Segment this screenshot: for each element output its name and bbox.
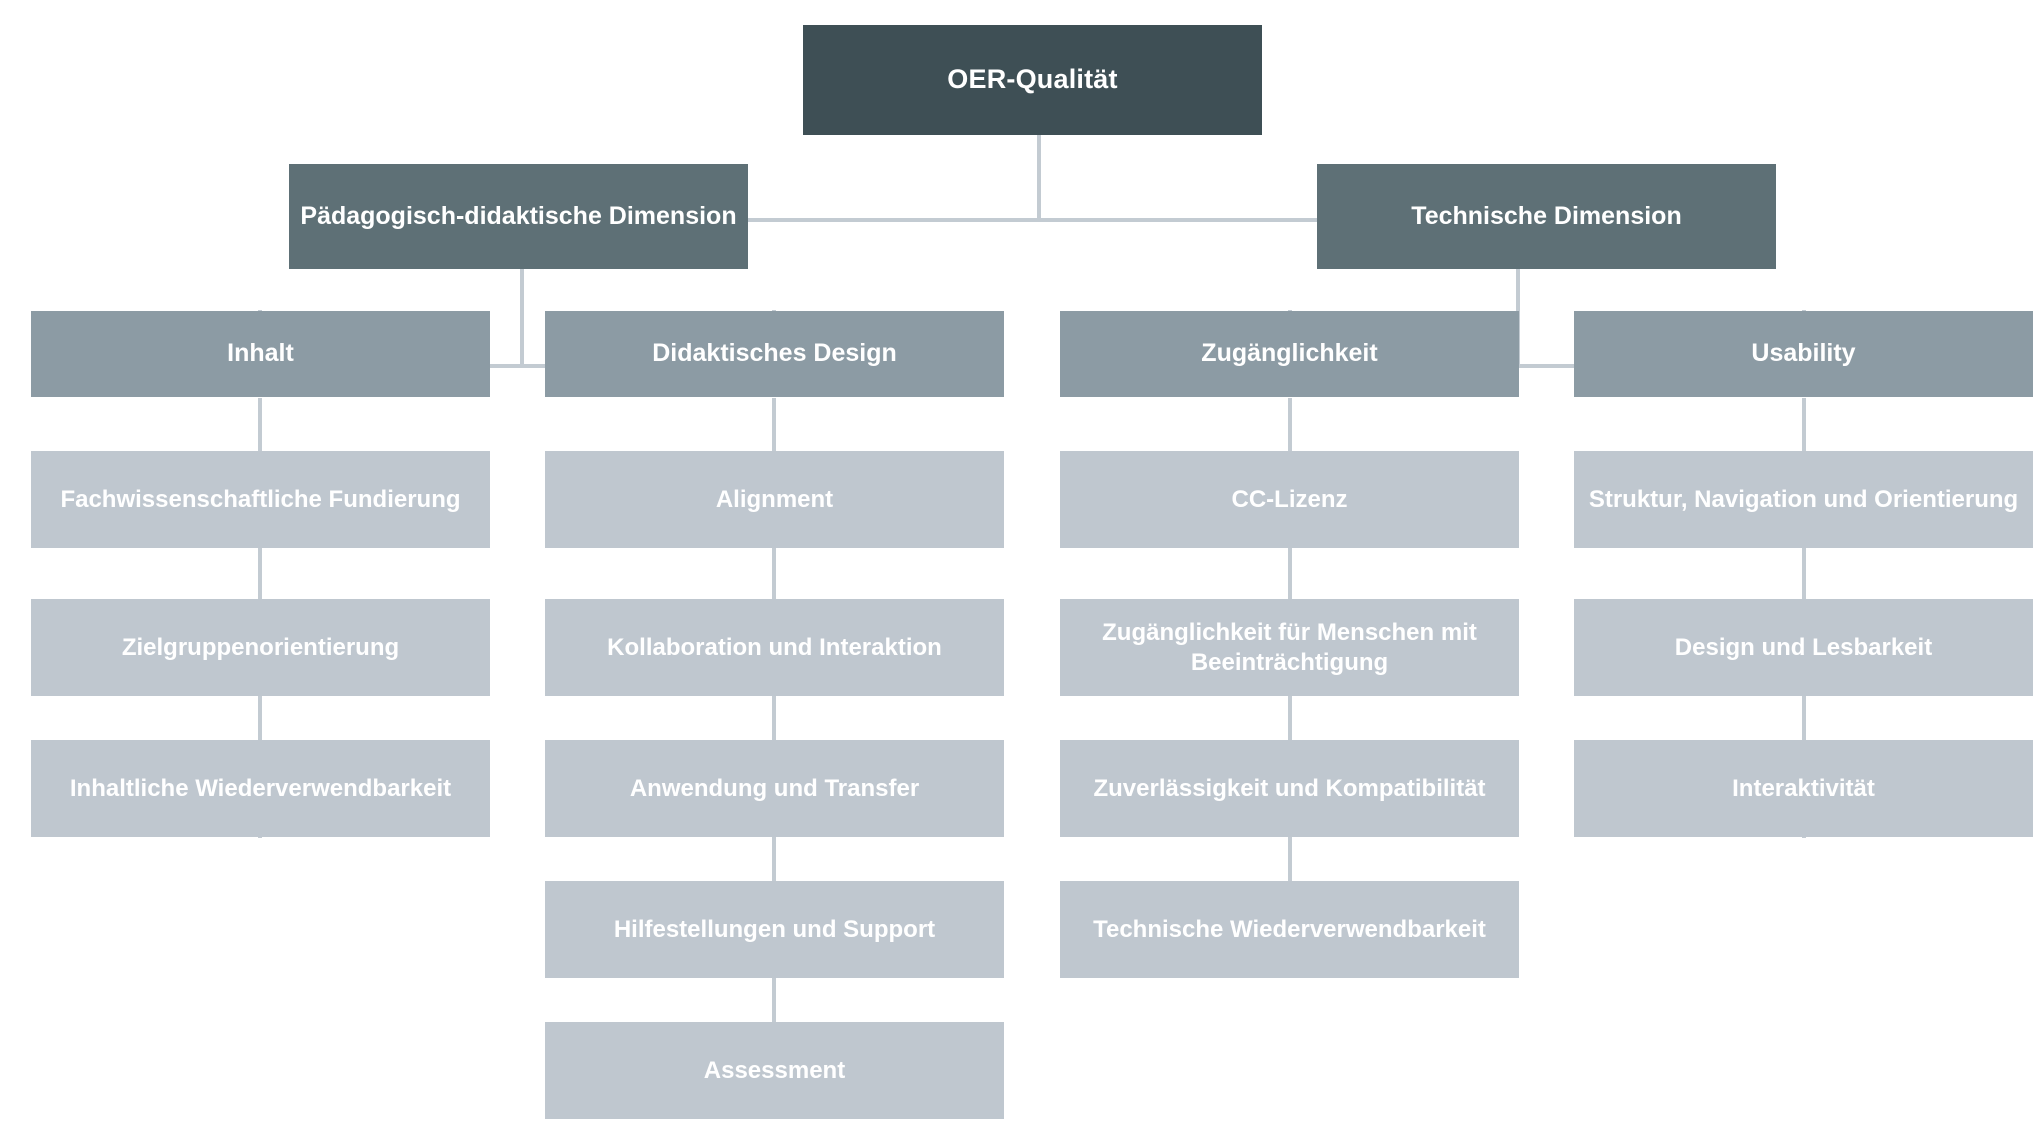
node-dimension-paedagogisch-didaktisch[interactable]: Pädagogisch-didaktische Dimension bbox=[289, 164, 748, 269]
node-item-fachwissenschaftliche-fundierung[interactable]: Fachwissenschaftliche Fundierung bbox=[31, 451, 490, 548]
node-item-cc-lizenz[interactable]: CC-Lizenz bbox=[1060, 451, 1519, 548]
node-item-hilfestellungen-und-support[interactable]: Hilfestellungen und Support bbox=[545, 881, 1004, 978]
node-category-inhalt[interactable]: Inhalt bbox=[31, 311, 490, 397]
node-root-oer-qualitaet[interactable]: OER-Qualität bbox=[803, 25, 1262, 135]
node-item-interaktivitaet[interactable]: Interaktivität bbox=[1574, 740, 2033, 837]
node-item-inhaltliche-wiederverwendbarkeit[interactable]: Inhaltliche Wiederverwendbarkeit bbox=[31, 740, 490, 837]
node-category-didaktisches-design[interactable]: Didaktisches Design bbox=[545, 311, 1004, 397]
node-item-design-und-lesbarkeit[interactable]: Design und Lesbarkeit bbox=[1574, 599, 2033, 696]
node-item-assessment[interactable]: Assessment bbox=[545, 1022, 1004, 1119]
node-item-struktur-navigation-orientierung[interactable]: Struktur, Navigation und Orientierung bbox=[1574, 451, 2033, 548]
node-item-zuverlaessigkeit-und-kompatibilitaet[interactable]: Zuverlässigkeit und Kompatibilität bbox=[1060, 740, 1519, 837]
node-dimension-technische[interactable]: Technische Dimension bbox=[1317, 164, 1776, 269]
node-category-usability[interactable]: Usability bbox=[1574, 311, 2033, 397]
connector-root-stem bbox=[1037, 134, 1041, 220]
node-item-alignment[interactable]: Alignment bbox=[545, 451, 1004, 548]
connector-left-dimension-stem bbox=[520, 268, 524, 368]
node-item-zugaenglichkeit-beeintraechtigung[interactable]: Zugänglichkeit für Menschen mit Beeinträchtigung bbox=[1060, 599, 1519, 696]
node-item-technische-wiederverwendbarkeit[interactable]: Technische Wiederverwendbarkeit bbox=[1060, 881, 1519, 978]
node-item-anwendung-und-transfer[interactable]: Anwendung und Transfer bbox=[545, 740, 1004, 837]
node-item-kollaboration-und-interaktion[interactable]: Kollaboration und Interaktion bbox=[545, 599, 1004, 696]
node-category-zugaenglichkeit[interactable]: Zugänglichkeit bbox=[1060, 311, 1519, 397]
node-item-zielgruppenorientierung[interactable]: Zielgruppenorientierung bbox=[31, 599, 490, 696]
